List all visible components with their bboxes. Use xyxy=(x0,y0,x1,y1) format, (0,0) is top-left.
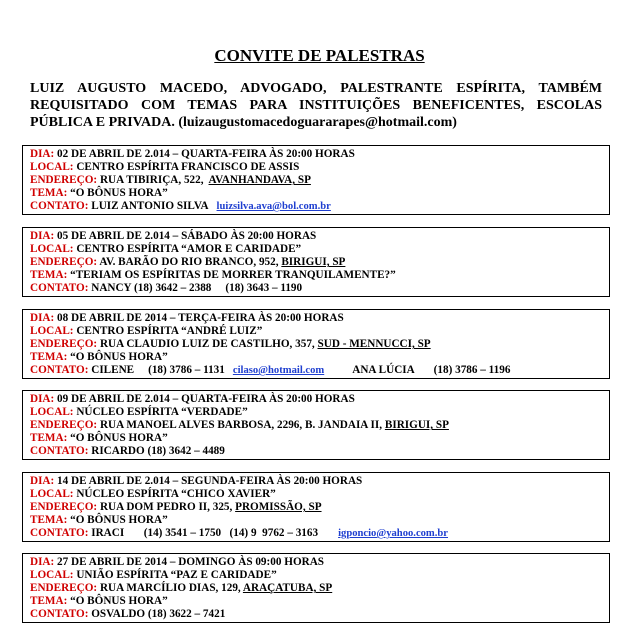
theme-label: TEMA: xyxy=(30,187,68,199)
day-label: DIA: xyxy=(30,312,55,324)
event-city: SUD - MENNUCCI, SP xyxy=(317,338,431,350)
day-label: DIA: xyxy=(30,148,55,160)
day-label: DIA: xyxy=(30,475,55,487)
theme-label: TEMA: xyxy=(30,351,68,363)
event-local: CENTRO ESPÍRITA FRANCISCO DE ASSIS xyxy=(73,161,300,173)
event-city: ARAÇATUBA, SP xyxy=(242,582,333,594)
event-contact-line xyxy=(30,608,609,621)
contact-label: CONTATO: xyxy=(30,282,89,294)
event-address-line xyxy=(30,419,609,432)
event-local-line xyxy=(30,406,609,419)
event-local: NÚCLEO ESPÍRITA “VERDADE” xyxy=(73,406,248,418)
event-day: 27 DE ABRIL DE 2014 – DOMINGO ÀS 09:00 HORAS xyxy=(54,556,325,568)
event-address: RUA CLAUDIO LUIZ DE CASTILHO, 357, xyxy=(97,338,318,350)
contact-email-link[interactable]: igponcio@yahoo.com.br xyxy=(338,528,449,539)
event-contact: CILENE (18) 3786 – 1131 xyxy=(88,364,225,376)
contact-label: CONTATO: xyxy=(30,608,89,620)
event-theme-line xyxy=(30,351,609,364)
event-local: NÚCLEO ESPÍRITA “CHICO XAVIER” xyxy=(73,488,276,500)
event-day: 05 DE ABRIL DE 2.014 – SÁBADO ÀS 20:00 HORAS xyxy=(54,230,317,242)
event-card xyxy=(22,553,610,623)
contact-label: CONTATO: xyxy=(30,364,89,376)
local-label: LOCAL: xyxy=(30,569,74,581)
event-local-line xyxy=(30,569,609,582)
day-label: DIA: xyxy=(30,556,55,568)
local-label: LOCAL: xyxy=(30,488,74,500)
theme-label: TEMA: xyxy=(30,432,68,444)
event-address: RUA DOM PEDRO II, 325, xyxy=(97,501,236,513)
contact-label: CONTATO: xyxy=(30,200,89,212)
address-label: ENDEREÇO: xyxy=(30,338,98,350)
event-card xyxy=(22,227,610,297)
event-card xyxy=(22,309,610,379)
event-contact-line xyxy=(30,527,609,540)
event-day-line xyxy=(30,556,609,569)
contact-label: CONTATO: xyxy=(30,445,89,457)
event-day: 08 DE ABRIL DE 2014 – TERÇA-FEIRA ÀS 20:00 HORAS xyxy=(54,312,344,324)
event-address-line xyxy=(30,256,609,269)
event-address-line xyxy=(30,501,609,514)
event-day-line xyxy=(30,148,609,161)
event-contact: IRACI (14) 3541 – 1750 (14) 9 9762 – 3163 xyxy=(88,527,319,539)
address-label: ENDEREÇO: xyxy=(30,582,98,594)
event-address: RUA MANOEL ALVES BARBOSA, 2296, B. JANDAIA II, xyxy=(97,419,385,431)
address-label: ENDEREÇO: xyxy=(30,419,98,431)
event-contact-line xyxy=(30,445,609,458)
event-contact-secondary: ANA LÚCIA (18) 3786 – 1196 xyxy=(352,364,511,376)
event-address-line xyxy=(30,338,609,351)
event-local-line xyxy=(30,161,609,174)
event-day-line xyxy=(30,312,609,325)
event-city: BIRIGUI, SP xyxy=(281,256,346,268)
contact-email-link[interactable]: luizsilva.ava@bol.com.br xyxy=(216,201,331,212)
event-contact: OSVALDO (18) 3622 – 7421 xyxy=(88,608,226,620)
event-theme-line xyxy=(30,187,609,200)
theme-label: TEMA: xyxy=(30,595,68,607)
event-theme: “O BÔNUS HORA” xyxy=(67,432,168,444)
address-label: ENDEREÇO: xyxy=(30,501,98,513)
address-label: ENDEREÇO: xyxy=(30,256,98,268)
event-city: BIRIGUI, SP xyxy=(384,419,449,431)
event-local: CENTRO ESPÍRITA “ANDRÉ LUIZ” xyxy=(73,325,263,337)
event-day: 02 DE ABRIL DE 2.014 – QUARTA-FEIRA ÀS 20:00 HORAS xyxy=(54,148,355,160)
intro-paragraph: LUIZ AUGUSTO MACEDO, ADVOGADO, PALESTRANTE ESPÍRITA, TAMBÉM REQUISITADO COM TEMAS PARA INSTITUIÇÕES BENEFICENTES, ESCOLAS PÚBLICA E PRIVADA. (luizaugustomacedoguararapes@hotmail.com) xyxy=(30,81,602,130)
event-city: PROMISSÃO, SP xyxy=(235,501,322,513)
event-contact-line xyxy=(30,282,609,295)
theme-label: TEMA: xyxy=(30,514,68,526)
event-local-line xyxy=(30,243,609,256)
event-local-line xyxy=(30,488,609,501)
event-card xyxy=(22,390,610,460)
event-contact: NANCY (18) 3642 – 2388 (18) 3643 – 1190 xyxy=(88,282,303,294)
event-day-line xyxy=(30,393,609,406)
address-label: ENDEREÇO: xyxy=(30,174,98,186)
theme-label: TEMA: xyxy=(30,269,68,281)
event-day-line xyxy=(30,230,609,243)
event-card xyxy=(22,472,610,542)
event-contact-line xyxy=(30,200,609,213)
event-address: AV. BARÃO DO RIO BRANCO, 952, xyxy=(97,256,282,268)
event-address: RUA MARCÍLIO DIAS, 129, xyxy=(97,582,243,594)
event-local: UNIÃO ESPÍRITA “PAZ E CARIDADE” xyxy=(73,569,277,581)
page-title: CONVITE DE PALESTRAS xyxy=(214,46,425,65)
event-contact: RICARDO (18) 3642 – 4489 xyxy=(88,445,225,457)
event-card xyxy=(22,145,610,215)
local-label: LOCAL: xyxy=(30,243,74,255)
event-day: 14 DE ABRIL DE 2.014 – SEGUNDA-FEIRA ÀS 20:00 HORAS xyxy=(54,475,363,487)
event-theme: “O BÔNUS HORA” xyxy=(67,595,168,607)
day-label: DIA: xyxy=(30,230,55,242)
event-day-line xyxy=(30,475,609,488)
event-theme: “O BÔNUS HORA” xyxy=(67,187,168,199)
event-theme-line xyxy=(30,269,609,282)
event-theme: “TERIAM OS ESPÍRITAS DE MORRER TRANQUILAMENTE?” xyxy=(67,269,396,281)
local-label: LOCAL: xyxy=(30,161,74,173)
event-contact: LUIZ ANTONIO SILVA xyxy=(88,200,209,212)
event-local-line xyxy=(30,325,609,338)
event-city: AVANHANDAVA, SP xyxy=(208,174,311,186)
event-address-line xyxy=(30,174,609,187)
local-label: LOCAL: xyxy=(30,406,74,418)
contact-email-link[interactable]: cilaso@hotmail.com xyxy=(232,365,325,376)
event-theme-line xyxy=(30,514,609,527)
event-theme: “O BÔNUS HORA” xyxy=(67,514,168,526)
event-theme-line xyxy=(30,432,609,445)
event-address-line xyxy=(30,582,609,595)
contact-label: CONTATO: xyxy=(30,527,89,539)
local-label: LOCAL: xyxy=(30,325,74,337)
event-theme: “O BÔNUS HORA” xyxy=(67,351,168,363)
event-theme-line xyxy=(30,595,609,608)
event-local: CENTRO ESPÍRITA “AMOR E CARIDADE” xyxy=(73,243,302,255)
event-contact-line xyxy=(30,364,609,377)
event-address: RUA TIBIRIÇA, 522, xyxy=(97,174,209,186)
event-day: 09 DE ABRIL DE 2.014 – QUARTA-FEIRA ÀS 20:00 HORAS xyxy=(54,393,355,405)
day-label: DIA: xyxy=(30,393,55,405)
